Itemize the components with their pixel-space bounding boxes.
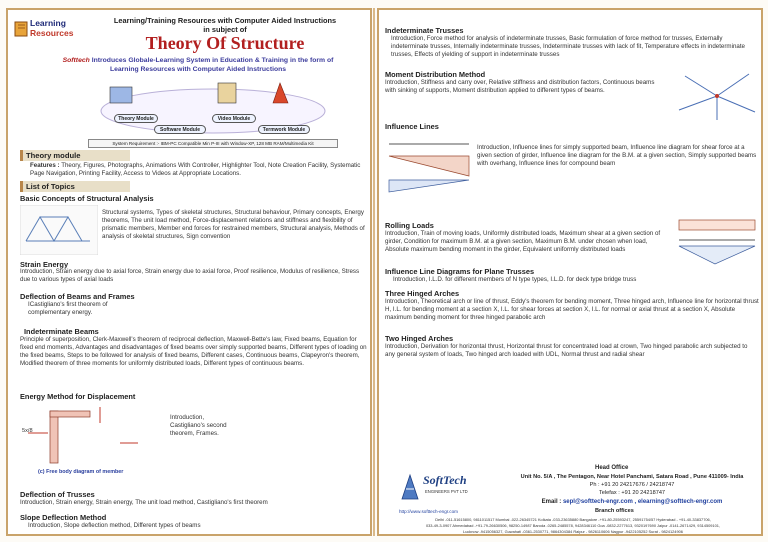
strain-energy-title: Strain Energy (20, 260, 69, 269)
video-module-pill: Video Module (212, 114, 256, 123)
three-hinged-arches-text: Introduction, Theoretical arch or line of thrust, Eddy's theorem for bending moment, Three hinged arch, Influence line for horizontal thrust H, I.L. for bending moment at a section X, I.L. for shear forces at section X, I.L. for normal or axial thrust at a section X, Absolute maximum bending moment for three hinged parabolic arch (385, 298, 759, 321)
basic-concepts-text: Structural systems, Types of skeletal structures, Structural behaviour, Primary concepts, Energy theorems, The unit load method, Force-displacement relations and stiffness and flexibility of prismatic members, Member end forces for restrained members, Structural analysis, Methods of analysis of skeletal structures, Sign convention (102, 209, 365, 240)
software-module-pill: Software Module (154, 125, 206, 134)
office-address: Unit No. 5/A , The Pentagon, Near Hotel Panchami, Satara Road , Pune 411009- India (520, 474, 744, 480)
page-title: Theory Of Structure (145, 33, 305, 53)
email-address-link[interactable]: sepl@softtech-engr.com , elearning@softtech-engr.com (562, 499, 723, 505)
logo-line2: Resources (30, 28, 74, 38)
list-of-topics-heading: List of Topics (20, 181, 130, 192)
softtech-emblem-icon (399, 471, 421, 501)
learning-resources-logo (14, 16, 76, 46)
energy-method-title: Energy Method for Displacement (20, 392, 136, 401)
rolling-loads-title: Rolling Loads (385, 221, 434, 230)
left-panel (6, 8, 372, 536)
company-subtitle: ENGINEERS PVT LTD (425, 489, 468, 494)
moment-distribution-text: Introduction, Stiffness and carry over, Relative stiffness and distribution factors, Continuous beams with sinking of supports, Moment distribution applied to different types of beams. (385, 79, 655, 94)
branch-line-2: 033-49-3-0907 Ahmedabad -+91-79-26630506, 98250-14987 Baroda -0265-2485578, 9428346110 Goa -0832-2277613, 9320197690 Jaipur -0141-2671429, 9314509101, (425, 523, 721, 528)
branch-offices-label: Branch offices (595, 508, 634, 514)
deflection-beams-title: Deflection of Beams and Frames (20, 292, 135, 301)
influence-lines-text: Introduction, Influence lines for simply supported beam, Influence line diagram for shear force at a given section of girder, Influence line diagram for the B.M. at a given section, Simply supported beams with overhang, Influence lines for compound beam (477, 144, 757, 167)
subtitle (38, 56, 358, 74)
slope-deflection-text: Introduction, Slope deflection method, Different types of beams (28, 522, 201, 529)
deflection-trusses-text: Introduction, Strain energy, Strain energy, The unit load method, Castigliano's first theorem (20, 499, 268, 506)
panel-divider (373, 8, 375, 536)
strain-energy-text: Introduction, Strain energy due to axial force, Strain energy due to axial force, Proof resilience, Modulus of resilience, Stress due to various types of axial loads (20, 268, 360, 283)
logo-line1: Learning (30, 18, 66, 28)
frame-diagram-figure (675, 66, 759, 124)
basic-concepts-title: Basic Concepts of Structural Analysis (20, 194, 154, 203)
indeterminate-beams-title: Indeterminate Beams (24, 327, 99, 336)
deflection-trusses-title: Deflection of Trusses (20, 490, 95, 499)
features-body: Theory, Figures, Photographs, Animations With Controller, Highlighter Tool, Note Creation Facility, Systematic Page Navigation, Printing Facility, Access to Videos at Appropriate Locations. (30, 162, 361, 177)
deflection-beams-text: ICastigliano's first theorem of complementary energy. (28, 301, 108, 316)
softtech-logo (399, 469, 499, 509)
book-icon (14, 20, 28, 38)
head-office-label: Head Office (595, 465, 629, 471)
truss-thumbnail-figure (20, 205, 98, 255)
ild-plane-trusses-text: Introduction, I.L.D. for different members of N type types, I.L.D. for deck type bridge truss (393, 276, 637, 283)
company-name: SoftTech (423, 473, 467, 487)
two-hinged-arches-title: Two Hinged Arches (385, 334, 454, 343)
right-panel (377, 8, 763, 536)
rolling-load-figure (675, 212, 759, 268)
energy-method-text: Introduction, Castigliano's second theorem, Frames. (170, 414, 227, 437)
influence-line-figure (385, 134, 473, 194)
branch-line-1: Delhi -011-51615800, 9811011517 Mumbai -022-26345721 Kolkata -033-23635880 Bangalore -+91-80-25593247, 25591754/57 Hyderabad - +91-40-33837706, (435, 517, 711, 522)
indeterminate-beams-text: Principle of superposition, Clerk-Maxwell's theorem of reciprocal deflection, Maxwell-Bette's law, Fixed beams, Equation for fixed end moments, Advantages and disadvantages of fixed beams over simply supported beams, Different types of loading on the fixed beams, Steps to be followed for analysis of fixed beams, Different cases, Continuous beams, Clapeyron's theorem, Modified theorem of three moments for uniformly distributed loads, Different types of continuous beams. (20, 336, 367, 367)
subtitle-line-b: Learning Resources with Computer Aided Instructions (109, 66, 287, 73)
features-label: Features : (30, 162, 60, 169)
system-requirement: System Requirement :- IBM-PC Compatible Min P-III with Window-XP, 128 MB RAM/Multimedia Kit (88, 139, 338, 148)
email-line (505, 499, 759, 505)
rolling-loads-text: Introduction, Train of moving loads, Uniformly distributed loads, Maximum shear at a given section of girder, Condition for maximum B.M. at a given section, Maximum B.M. under chosen when load, Absolute maximum bending moment in the girder, Equivalent uniformly distributed loads (385, 230, 661, 253)
website-link[interactable]: http://www.softtech-engr.com (399, 509, 458, 514)
brand-name: Softtech (62, 57, 90, 64)
two-hinged-arches-text: Introduction, Derivation for horizontal thrust, Horizontal thrust for concentrated load at crown, Two hinged parabolic arch subjected to any general system of loads, Two hinged arch loaded with UDL, Normal thrust and radial shear (385, 343, 748, 358)
office-telefax: Telefax : +91 20 24218747 (598, 490, 666, 496)
indeterminate-trusses-title: Indeterminate Trusses (385, 26, 464, 35)
theory-module-pill: Theory Module (114, 114, 158, 123)
ild-plane-trusses-title: Influence Line Diagrams for Plane Trusses (385, 267, 535, 276)
moment-distribution-title: Moment Distribution Method (385, 70, 486, 79)
free-body-diagram-figure (20, 403, 160, 473)
three-hinged-arches-title: Three Hinged Arches (385, 289, 460, 298)
influence-lines-title: Influence Lines (385, 122, 439, 131)
email-label: Email : (541, 499, 562, 505)
office-phone: Ph : +91 20 24217676 / 24218747 (589, 482, 675, 488)
subtitle-line-a: Introduces Globale-Learning System in Education & Training in the form of (91, 57, 334, 64)
branch-line-3: Lucknow -9415056327, Guwahati -0361-2530771, 9864304384 Raipur - 9826110606 Nagpur -9422105252 Surat - 9824124906 (463, 529, 683, 534)
theory-module-heading: Theory module (20, 150, 130, 161)
features-text (30, 162, 366, 178)
header-line1: Learning/Training Resources with Computer Aided Instructions (113, 16, 337, 25)
slope-deflection-title: Slope Deflection Method (20, 513, 107, 522)
figure-label-5x8: 5x/8 (22, 428, 33, 434)
header-line2: in subject of (203, 25, 247, 34)
indeterminate-trusses-text: Introduction, Force method for analysis of indeterminate trusses, Basic formulation of force method for trusses, Externally indeterminate trusses, Internally indeterminate trusses, Indeterminate trusses with lack of fit, Temperature effects in indeterminate trusses, Effects of yielding of support in indeterminate trusses (391, 35, 745, 58)
termwork-module-pill: Termwork Module (258, 125, 310, 134)
figure-caption: (c) Free body diagram of member (38, 469, 124, 475)
